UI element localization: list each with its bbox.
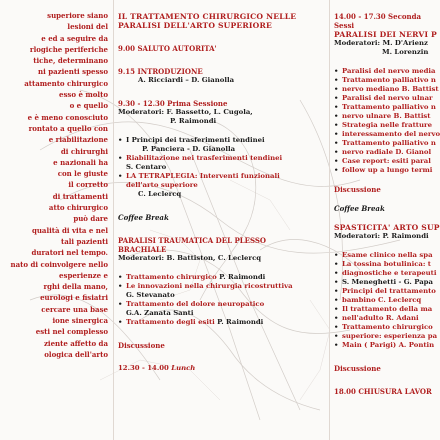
program-title-line2: PARALISI DELL'ARTO SUPERIORE [118, 21, 272, 30]
coffee-break: Coffee Break [118, 213, 169, 222]
talk-item-cont: • nell'adulto R. Adani [334, 314, 440, 323]
talk-item: • Trattamento del dolore neuropatico G.A. Zanata Santi [118, 300, 324, 318]
talk-item: • Trattamento palliativo n [334, 139, 440, 148]
talk-item: • LA TETRAPLEGIA: Interventi funzionali dell'arto superiore C. Leclercq [118, 172, 324, 199]
session1-talks [118, 136, 324, 199]
talk-item: • Trattamento palliativo n [334, 76, 440, 85]
talk-item: • Trattamento degli esiti P. Raimondi [118, 318, 324, 327]
talk-item-cont: • nervo mediano B. Battist [334, 85, 440, 94]
talk-item-cont: • superiore: esperienza pa [334, 332, 440, 341]
intro-line: ologica dell'arto [44, 349, 108, 359]
section3-moderators-cont: M. Lorenzin [382, 48, 429, 56]
intro-line: rlogiche periferiche [29, 44, 108, 54]
program-morning-column [118, 0, 324, 440]
talk-item: • Esame clinico nella spa [334, 251, 440, 260]
talk-item-cont: • S. Meneghetti - G. Papa [334, 278, 440, 287]
section4-moderators: Moderatori: P. Raimondi [334, 232, 429, 240]
section3-title: PARALISI DEI NERVI P [334, 30, 437, 39]
intro-line: e ed a seguire da [41, 33, 108, 43]
intro-line: tiche, determinano [33, 56, 108, 66]
intro-line: rontato a quello con [28, 123, 108, 133]
session1-moderators: Moderatori: F. Bassetto, L. Cugola, [118, 108, 253, 116]
intro-line: e riabilitazione [48, 135, 108, 145]
lunch-time: 12.30 - 14.00 [118, 364, 169, 372]
talk-item-cont: • bambino C. Leclercq [334, 296, 440, 305]
talk-item: • Trattamento chirurgico [334, 323, 440, 332]
section4-title: SPASTICITA' ARTO SUP [334, 223, 440, 232]
discussion-label: Discussione [334, 185, 381, 194]
intro-line: qualità di vita e nel [31, 225, 108, 235]
talk-item-cont: • Main ( Parigi) A. Pontin [334, 341, 440, 350]
intro-line: esti nel complesso [35, 327, 108, 337]
coffee-break: Coffee Break [334, 204, 385, 213]
session1-moderators-cont: P. Raimondi [170, 117, 217, 125]
greeting-slot: 9.00 SALUTO AUTORITA' [118, 44, 217, 53]
intro-line: lesioni del [67, 22, 108, 32]
talk-item-cont: • interessamento del nervo [334, 130, 440, 139]
section3-talks [334, 67, 440, 175]
talk-item: • Il trattamento della ma [334, 305, 440, 314]
intro-line: ione sinergica [52, 316, 108, 326]
intro-text-column [0, 0, 108, 440]
discussion-label: Discussione [118, 341, 165, 350]
section2-title: PARALISI TRAUMATICA DEL PLESSO [118, 236, 267, 245]
intro-line: o e quello [69, 101, 108, 111]
intro-line: cercare una base [41, 304, 108, 314]
intro-line: eurologi e fisiatri [40, 293, 108, 303]
intro-line: ni pazienti spesso [38, 67, 108, 77]
talk-item: • Riabilitazione nei trasferimenti tendinei S. Centaro [118, 154, 324, 172]
intro-line: atto chirurgico [48, 203, 108, 213]
intro-line: ziente affetto da [43, 338, 108, 348]
intro-line: il corretto [68, 180, 108, 190]
section2-title-line2: BRACHIALE [118, 245, 167, 254]
talk-item: • Le innovazioni nella chirurgia ricostruttiva G. Stevanato [118, 282, 324, 300]
column-divider [113, 0, 114, 440]
session2-time: 14.00 - 17.30 Seconda Sessi [334, 12, 422, 30]
talk-item: • Principi del trattamento [334, 287, 440, 296]
talk-item: • Trattamento palliativo n [334, 103, 440, 112]
intro-line: nato di coinvolgere nello [10, 259, 108, 269]
talk-item: • Case report: esiti paral [334, 157, 440, 166]
intro-line: con le giuste [57, 169, 108, 179]
intro-line: rghi della mano, [43, 282, 108, 292]
intro-line: di trattamenti [52, 191, 108, 201]
intro-line: esperienze e [59, 270, 108, 280]
section4-talks [334, 251, 440, 350]
lunch-label: Lunch [171, 364, 196, 372]
talk-item: • Strategia nelle fratture [334, 121, 440, 130]
talk-item-cont: • nervo radiale D. Gianol [334, 148, 440, 157]
talk-item: • Trattamento chirurgico P. Raimondi [118, 273, 324, 282]
talk-item: • Paralisi del nervo media [334, 67, 440, 76]
talk-item: • Paralisi del nervo ulnar [334, 94, 440, 103]
talk-item: • La tossina botulinica: t [334, 260, 440, 269]
section2-moderators: Moderatori: B. Battiston, C. Leclercq [118, 254, 262, 262]
intro-line: e nazionali ha [53, 157, 108, 167]
discussion-label: Discussione [334, 364, 381, 373]
intro-line: di chirurghi [60, 146, 108, 156]
intro-line: attamento chirurgico [24, 78, 108, 88]
column-divider [329, 0, 330, 440]
talk-item-cont: • nervo ulnare B. Battist [334, 112, 440, 121]
intro-slot: 9.15 INTRODUZIONE [118, 67, 203, 76]
intro-line: duratori nel tempo. [31, 248, 108, 258]
talk-item-cont: • follow up a lungo termi [334, 166, 440, 175]
intro-line: può dare [73, 214, 108, 224]
closing-slot: 18.00 CHIUSURA LAVOR [334, 387, 432, 396]
intro-line: esso è molto [59, 90, 108, 100]
intro-line: superiore siano [47, 11, 108, 20]
talk-item-cont: • diagnostiche e terapeuti [334, 269, 440, 278]
session1-time: 9.30 - 12.30 Prima Sessione [118, 99, 228, 108]
section3-moderators: Moderatori: M. D'Arienz [334, 39, 428, 47]
intro-line: e è meno conosciuto [27, 112, 108, 122]
lunch-slot [118, 364, 324, 373]
section2-talks [118, 273, 324, 327]
program-title: IL TRATTAMENTO CHIRURGICO NELLE [118, 12, 297, 21]
intro-speakers: A. Ricciardi – D. Gianolla [138, 76, 235, 84]
program-afternoon-column [334, 0, 440, 440]
intro-line: tali pazienti [60, 236, 108, 246]
talk-item: • I Principi dei trasferimenti tendinei P. Panciera - D. Gianolla [118, 136, 324, 154]
